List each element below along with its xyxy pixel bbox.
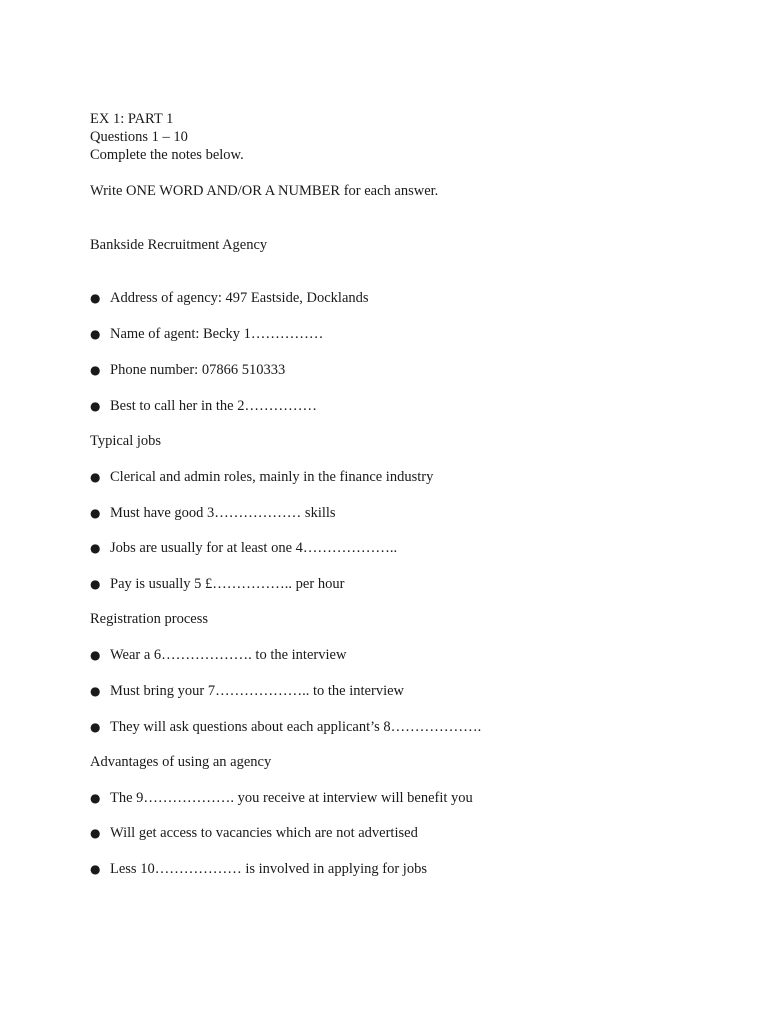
list-item-text: Wear a 6………………. to the interview (110, 647, 347, 663)
section-heading-advantages: Advantages of using an agency (90, 754, 272, 770)
list-item-text: They will ask questions about each applicant’s 8………………. (110, 719, 482, 735)
section-heading-registration: Registration process (90, 611, 208, 627)
list-item (90, 289, 369, 307)
list-item-text: Clerical and admin roles, mainly in the finance industry (110, 469, 434, 485)
list-item (90, 504, 336, 522)
bullet-icon: ● (90, 506, 101, 520)
list-item (90, 718, 481, 736)
bullet-icon: ● (90, 363, 101, 377)
list-item-text: Must have good 3……………… skills (110, 505, 336, 521)
instruction-text: Complete the notes below. (90, 147, 244, 163)
list-item (90, 789, 473, 807)
list-item (90, 361, 285, 379)
bullet-icon: ● (90, 720, 101, 734)
bullet-icon: ● (90, 327, 101, 341)
bullet-icon: ● (90, 684, 101, 698)
list-item (90, 468, 433, 486)
bullet-icon: ● (90, 648, 101, 662)
bullet-icon: ● (90, 470, 101, 484)
list-item (90, 397, 317, 415)
questions-range: Questions 1 – 10 (90, 129, 188, 145)
bullet-icon: ● (90, 791, 101, 805)
exercise-title: EX 1: PART 1 (90, 111, 174, 127)
list-item-text: The 9………………. you receive at interview will benefit you (110, 790, 473, 806)
list-item (90, 539, 397, 557)
list-item-text: Jobs are usually for at least one 4……………….. (110, 540, 398, 556)
list-item-text: Must bring your 7……………….. to the interview (110, 683, 405, 699)
list-item (90, 325, 323, 343)
bullet-icon: ● (90, 399, 101, 413)
list-item-text: Phone number: 07866 510333 (110, 362, 286, 378)
bullet-icon: ● (90, 541, 101, 555)
list-item (90, 682, 404, 700)
list-item (90, 646, 346, 664)
list-item (90, 824, 418, 842)
write-instruction: Write ONE WORD AND/OR A NUMBER for each answer. (90, 183, 439, 199)
list-item-text: Name of agent: Becky 1…………… (110, 326, 324, 342)
list-item-text: Pay is usually 5 £…………….. per hour (110, 576, 345, 592)
list-item (90, 575, 344, 593)
list-item (90, 860, 427, 878)
list-item-text: Best to call her in the 2…………… (110, 398, 317, 414)
bullet-icon: ● (90, 291, 101, 305)
list-item-text: Will get access to vacancies which are not advertised (110, 825, 418, 841)
bullet-icon: ● (90, 577, 101, 591)
notes-heading: Bankside Recruitment Agency (90, 237, 268, 253)
section-heading-typical-jobs: Typical jobs (90, 433, 162, 449)
list-item-text: Less 10……………… is involved in applying for jobs (110, 861, 427, 877)
bullet-icon: ● (90, 826, 101, 840)
bullet-icon: ● (90, 862, 101, 876)
list-item-text: Address of agency: 497 Eastside, Docklands (110, 290, 369, 306)
